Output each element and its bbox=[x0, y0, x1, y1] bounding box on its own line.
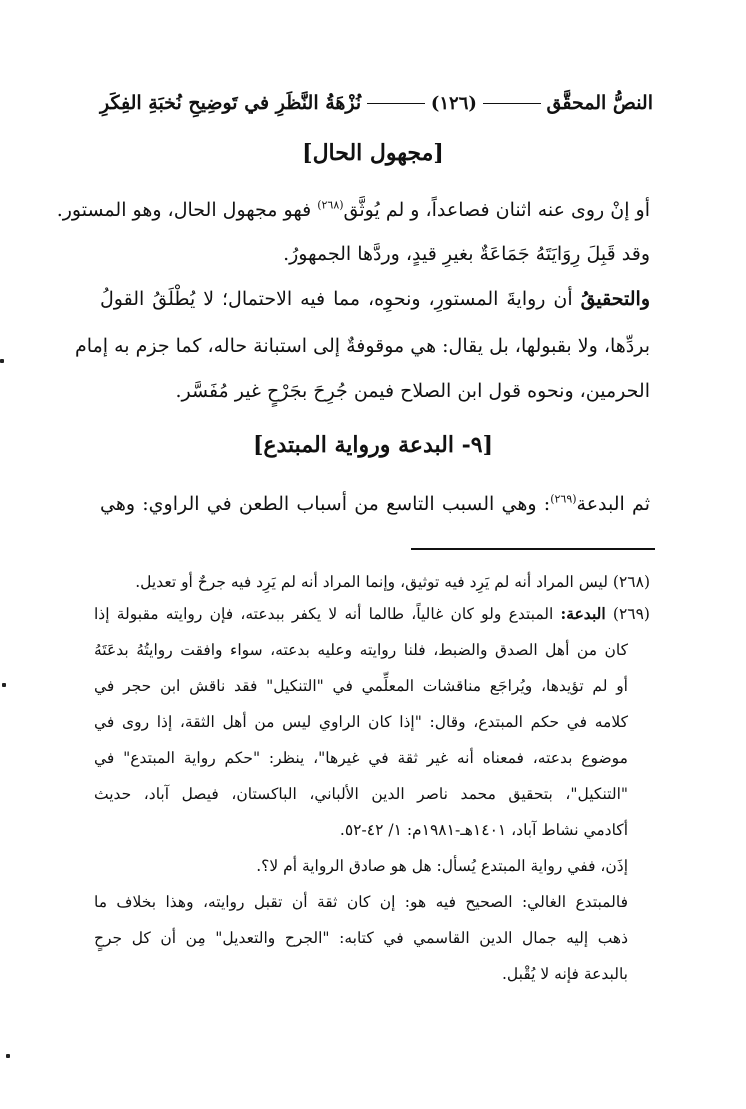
bold-term-tahqiq: والتحقيقُ bbox=[580, 288, 650, 310]
section-heading-majhul: [مجهول الحال] bbox=[302, 140, 444, 166]
footnote-number: (٢٦٩) bbox=[612, 605, 650, 623]
body-line-1: أو إنْ روى عنه اثنان فصاعداً، و لم يُوثَّق$^{(٢٦٨)}$ فهو مجهول الحال، وهو المستور. bbox=[56, 198, 650, 221]
body-line-6: ثم البدعة$^{(٢٦٩)}$: وهي السبب التاسع من أسباب الطعن في الراوي: وهي bbox=[100, 492, 650, 515]
footnote-line: كلامه في حكم المبتدع، وقال: "إذا كان الراوي ليس من أهل الثقة، إذا روى في bbox=[94, 713, 628, 731]
running-header bbox=[100, 86, 653, 120]
header-right-title: النصُّ المحقَّق bbox=[546, 92, 653, 114]
body-line-4: بردِّها، ولا بقبولها، بل يقال: هي موقوفةٌ إلى استبانة حاله، كما جزم به إمام bbox=[75, 335, 650, 357]
footnote-268: (٢٦٨) ليس المراد أنه لم يَرِد فيه توثيق، وإنما المراد أنه لم يَرِد فيه جرحٌ أو تعديل. bbox=[135, 573, 650, 591]
scan-mark bbox=[2, 683, 6, 687]
footnote-line: أكادمي نشاط آباد، ١٤٠١هـ-١٩٨١م: ١/ ٤٢-٥٢. bbox=[339, 821, 628, 839]
footnote-divider bbox=[411, 548, 655, 550]
header-rule-right bbox=[483, 103, 541, 104]
footnote-line: كان من أهل الصدق والضبط، فلنا روايته وعليه بدعته، سواء وافقت روايتُهُ بدعَتَهُ bbox=[94, 641, 628, 659]
scan-mark bbox=[6, 1054, 10, 1058]
footnote-line: فالمبتدع الغالي: الصحيح فيه هو: إن كان ثقة أن تقبل روايته، وهذا بخلاف ما bbox=[94, 893, 628, 911]
page-number: (١٢٦) bbox=[430, 92, 477, 114]
footnote-ref-268: (٢٦٨) bbox=[317, 198, 344, 212]
header-left-title: نُزْهَةُ النَّظَرِ في تَوضِيحِ نُخبَةِ الفِكَرِ bbox=[99, 92, 362, 114]
footnote-question: إذَن، ففي رواية المبتدع يُسأل: هل هو صادق الرواية أم لا؟. bbox=[256, 857, 628, 875]
header-rule-left bbox=[367, 103, 425, 104]
footnote-number: (٢٦٨) bbox=[612, 573, 650, 591]
footnote-line: أو لم تؤيدها، ويُراجَع مناقشات المعلِّمي في "التنكيل" فقد ناقش ابن حجر في bbox=[94, 677, 628, 695]
footnote-ref-269: (٢٦٩) bbox=[550, 492, 577, 506]
footnote-line: ذهب إليه جمال الدين القاسمي في كتابه: "الجرح والتعديل" مِن أن كل جرحٍ bbox=[94, 929, 628, 947]
footnote-line: موضوع بدعته، فمعناه أنه غير ثقة في غيرها"، ينظر: "حكم رواية المبتدع" في bbox=[94, 749, 628, 767]
footnote-line: "التنكيل"، بتحقيق محمد ناصر الدين الألباني، الباكستان، فيصل آباد، حديث bbox=[94, 785, 628, 803]
body-line-5: الحرمين، ونحوه قول ابن الصلاح فيمن جُرِحَ بجَرْحٍ غير مُفَسَّر. bbox=[175, 380, 650, 402]
scan-mark bbox=[0, 359, 4, 363]
footnote-line: بالبدعة فإنه لا يُقْبل. bbox=[501, 965, 628, 983]
body-line-3: والتحقيقُ أن روايةَ المستورِ، ونحوِه، مما فيه الاحتمال؛ لا يُطْلَقُ القولُ bbox=[100, 288, 650, 310]
section-heading-bidah: [٩- البدعة ورواية المبتدع] bbox=[252, 432, 494, 458]
body-line-2: وقد قَبِلَ رِوَايَتَهُ جَمَاعَةٌ بغيرِ قيدٍ، وردَّها الجمهورُ. bbox=[283, 243, 650, 265]
footnote-269: (٢٦٩) البدعة: المبتدع ولو كان غالياً، طالما أنه لا يكفر ببدعته، فإن روايته مقبولة إذا bbox=[94, 604, 650, 623]
footnote-term: البدعة: bbox=[560, 604, 606, 623]
